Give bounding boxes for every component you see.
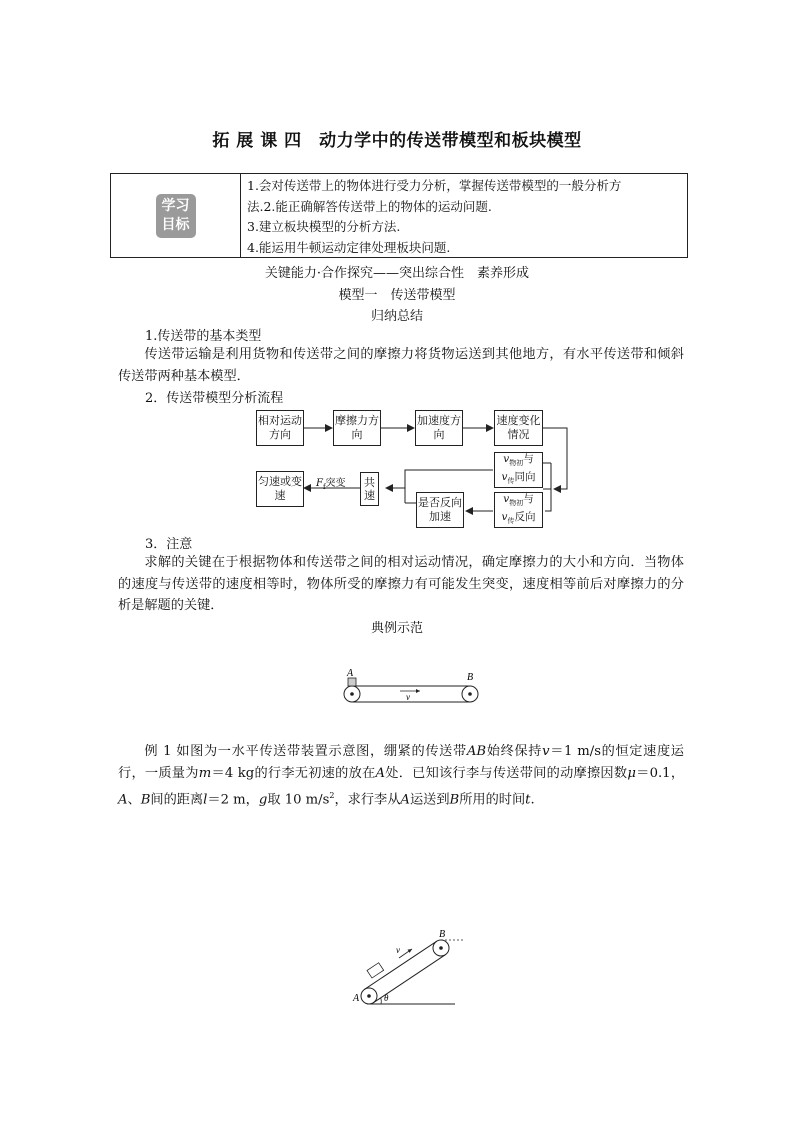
bracket (545, 463, 551, 511)
ex1-g: g (258, 792, 268, 808)
ex1-part: 所用的时间 (459, 792, 526, 808)
opp-v1: v (503, 492, 510, 505)
ex1-part: ＝2 m， (207, 792, 259, 808)
ex1-B: B (449, 792, 460, 808)
example-title: 典例示范 (370, 621, 423, 636)
lower-roller-axle (367, 994, 371, 998)
force-change-label (316, 474, 346, 491)
right-roller-axle (468, 692, 472, 696)
same-tail: 同向 (514, 471, 536, 483)
opp-sub2: 传 (507, 517, 515, 526)
same-v1: v (503, 452, 510, 465)
opp-sub1: 物初 (509, 499, 524, 507)
ex1-mu: μ (627, 766, 636, 781)
fig2-label-theta: θ (384, 993, 389, 1003)
basic-types-text: 传送带运输是利用货物和传送带之间的摩擦力将货物运送到其他地方，有水平传送带和倾斜传送带两种基本模型． (118, 347, 684, 384)
example-1-text (118, 741, 684, 811)
ex1-l: l (203, 792, 208, 808)
ex1-v: v (542, 744, 550, 759)
fig2-label-B: B (439, 929, 446, 940)
flow-box-relative-motion: 相对运动方向 (256, 410, 304, 446)
same-sub1: 物初 (509, 459, 524, 467)
badge-line-2: 目标 (161, 216, 190, 233)
flow-heading: 2．传送带模型分析流程 (145, 391, 284, 406)
fig1-label-B: B (467, 672, 474, 683)
objective-line-3: 3.建立板块模型的分析方法. (247, 219, 401, 234)
force-sub: f (322, 483, 326, 491)
ex1-m: m (198, 766, 212, 781)
ex1-sup: 2 (329, 791, 335, 800)
section-header: 关键能力·合作探究——突出综合性 素养形成 (264, 266, 530, 281)
fig2-label-A: A (353, 993, 360, 1004)
fig1-label-A: A (347, 668, 354, 679)
fig1-label-v: v (406, 692, 410, 702)
ex1-part: 例 1 如图为一水平传送带装置示意图，绷紧的传送带 (144, 744, 467, 759)
ex1-part: . (530, 792, 535, 808)
ex1-t: t (525, 792, 531, 808)
ex1-part: 处．已知该行李与传送带间的动摩擦因数 (385, 766, 628, 781)
inclined-conveyor-figure (345, 925, 465, 1010)
ex1-part: 始终保持 (486, 744, 543, 759)
summary-title: 归纳总结 (370, 309, 423, 324)
note-heading: 3．注意 (145, 537, 193, 552)
ex1-part: 间的距离 (150, 792, 204, 808)
objective-line-4: 4.能运用牛顿运动定律处理板块问题. (247, 239, 451, 255)
ex1-part: 取 10 m/s (267, 792, 330, 808)
incline-block (367, 963, 384, 978)
flow-box-same-direction (494, 452, 543, 488)
velocity-arrowhead (416, 689, 420, 693)
page-title: 拓 展 课 四 动力学中的传送带模型和板块模型 (212, 131, 582, 151)
same-sub2: 传 (507, 477, 515, 486)
objective-line-2: 法.2.能正确解答传送带上的物体的运动问题. (247, 198, 492, 214)
flow-box-common-speed: 共速 (360, 472, 379, 506)
badge-line-1: 学习 (161, 197, 190, 214)
ex1-part: 运送到 (409, 792, 450, 808)
note-text: 求解的关键在于根据物体和传送带之间的相对运动情况，确定摩擦力的大小和方向．当物体的速度与传送带的速度相等时，物体所受的摩擦力有可能发生突变，速度相等前后对摩擦力的分析是解题的关键． (118, 555, 684, 613)
flow-box-opposite-direction (494, 492, 543, 528)
flow-box-reverse-accel: 是否反向加速 (416, 492, 464, 528)
arrow-feedback (543, 428, 567, 489)
left-roller-axle (350, 692, 354, 696)
same-join: 与 (523, 452, 534, 465)
force-text: 突变 (325, 478, 346, 489)
luggage-block (348, 678, 356, 686)
theta-arc (381, 998, 382, 1005)
fig2-label-v: v (396, 945, 400, 955)
force-F: F (316, 478, 323, 489)
ex1-A: A (375, 766, 385, 781)
horizontal-conveyor-figure (330, 660, 490, 710)
same-v2: v (501, 471, 508, 483)
ex1-part: ＝4 kg的行李无初速的放在 (211, 766, 376, 781)
basic-types-heading: 1.传送带的基本类型 (145, 329, 262, 344)
ex1-part: ，求行李从 (334, 792, 401, 808)
flow-box-acceleration: 加速度方向 (415, 410, 463, 446)
flow-box-result: 匀速或变速 (256, 471, 304, 507)
arrow-same-to-common (386, 470, 493, 488)
ex1-part: 、 (127, 792, 141, 808)
incline-velocity-arrowhead (408, 949, 413, 953)
upper-roller-axle (439, 946, 443, 950)
opp-join: 与 (523, 492, 534, 505)
flow-box-friction: 摩擦力方向 (333, 410, 381, 446)
ex1-A: A (400, 792, 410, 808)
ex1-AB: AB (466, 744, 487, 759)
opp-tail: 反向 (514, 511, 536, 523)
ex1-A: A (118, 792, 128, 808)
ex1-B: B (140, 792, 151, 808)
flow-box-velocity-change: 速度变化情况 (494, 410, 543, 446)
ex1-part: ＝1 m/s的恒定速度运行，一质量为 (118, 744, 684, 781)
incline-block-rect (367, 963, 384, 978)
opp-v2: v (501, 511, 508, 523)
ex1-part: ＝0.1， (635, 766, 685, 781)
model-title: 模型一 传送带模型 (338, 288, 456, 303)
objective-line-1: 1.会对传送带上的物体进行受力分析，掌握传送带模型的一般分析方 (247, 178, 622, 193)
